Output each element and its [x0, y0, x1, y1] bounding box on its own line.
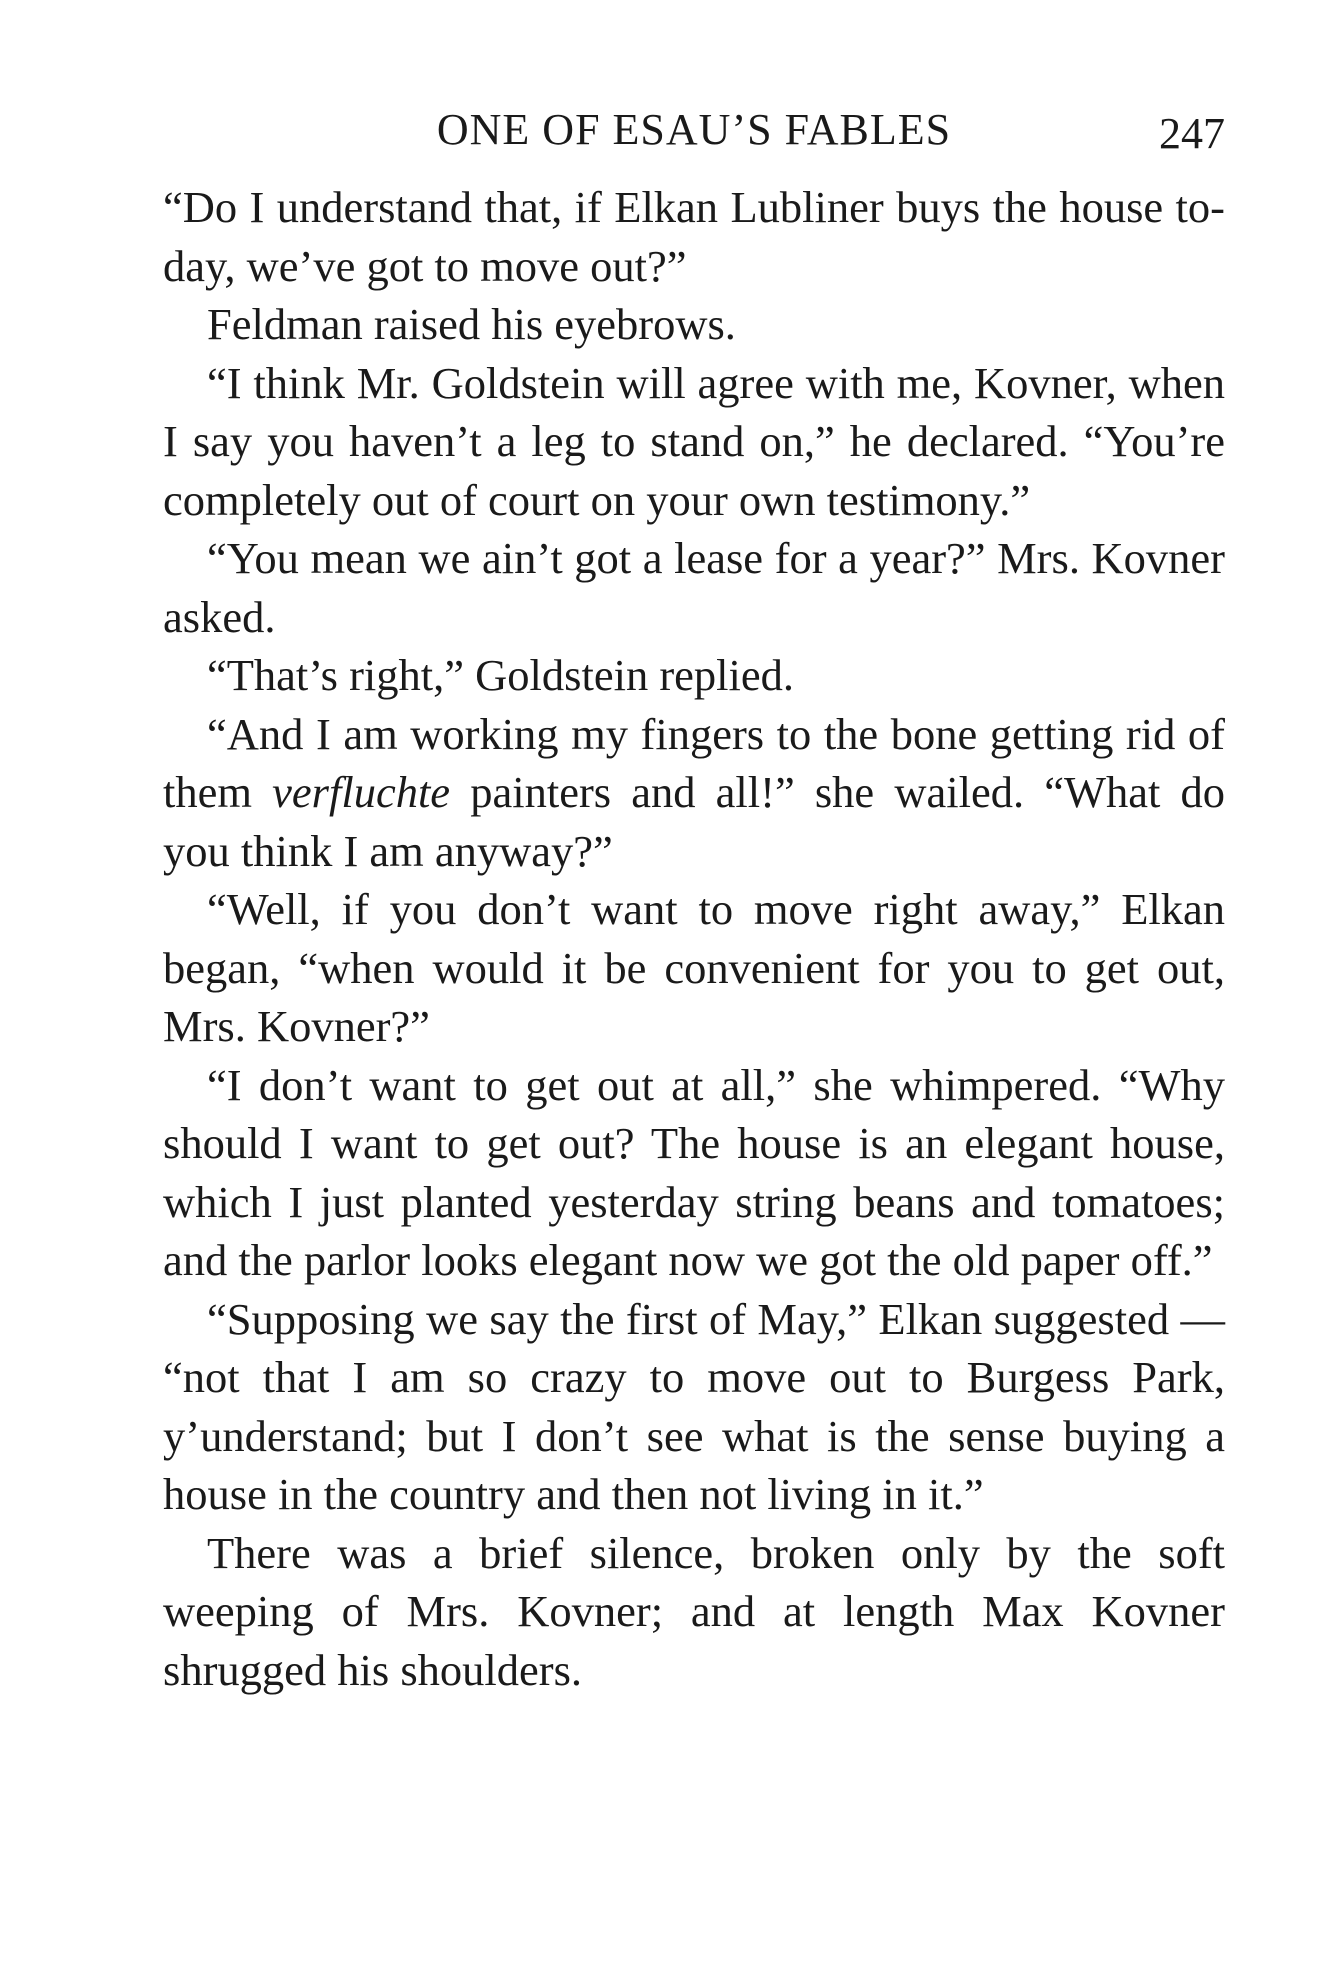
paragraph: “Do I understand that, if Elkan Lubliner buys the house to-day, we’ve got to move out?”	[163, 182, 1225, 291]
paragraph: “I think Mr. Goldstein will agree with me, Kovner, when I say you haven’t a leg to stand on,” he declared. “You’re completely out of court on your own testimony.”	[163, 357, 1225, 525]
paragraph: There was a brief silence, broken only by the soft weeping of Mrs. Kovner; and at length Max Kovner shrugged his shoulders.	[163, 1527, 1225, 1695]
paragraph: “Supposing we say the first of May,” Elkan suggested — “not that I am so crazy to move out to Burgess Park, y’understand; but I don’t see what is the sense buying a house in the country and then not living in it.”	[163, 1293, 1225, 1519]
paragraph: “You mean we ain’t got a lease for a year?” Mrs. Kovner asked.	[163, 533, 1225, 642]
running-title: ONE OF ESAU’S FABLES	[436, 105, 952, 154]
paragraph-text: “And I am working my fingers to the bone getting rid of them	[163, 708, 1225, 817]
paragraph-text: painters and all!” she wailed. “What do you think I am anyway?”	[163, 767, 1225, 876]
paragraph: “I don’t want to get out at all,” she whimpered. “Why should I want to get out? The house is an elegant house, which I just planted yesterday string beans and tomatoes; and the parlor looks elegant now we got the old paper off.”	[163, 1059, 1225, 1285]
paragraph	[163, 705, 1225, 881]
italic-word: verfluchte	[272, 767, 451, 817]
body-text	[163, 178, 1225, 1699]
running-head	[163, 100, 1225, 160]
paragraph: Feldman raised his eyebrows.	[207, 299, 736, 349]
paragraph: “Well, if you don’t want to move right away,” Elkan began, “when would it be convenient for you to get out, Mrs. Kovner?”	[163, 884, 1225, 1051]
paragraph: “That’s right,” Goldstein replied.	[207, 650, 794, 700]
page-number: 247	[1159, 109, 1225, 158]
